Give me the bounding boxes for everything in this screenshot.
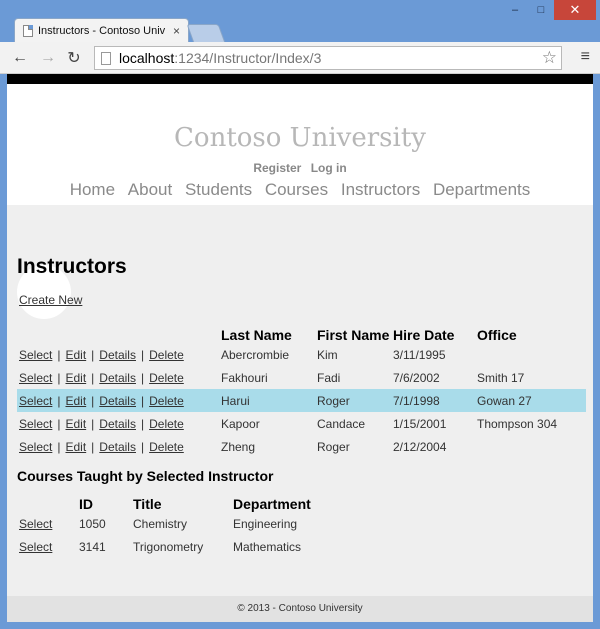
courses-header-row [17, 490, 343, 512]
table-row [17, 366, 586, 389]
url-host: localhost [119, 50, 175, 66]
course-select-link[interactable]: Select [19, 539, 53, 554]
cell-hire-date: 7/6/2002 [393, 370, 440, 385]
action-separator: | [140, 393, 145, 408]
action-separator: | [91, 393, 95, 408]
details-link[interactable]: Details [99, 370, 136, 385]
menu-about[interactable]: About [127, 180, 173, 199]
site-title[interactable]: Contoso University [174, 123, 426, 153]
course-select-link[interactable]: Select [19, 516, 53, 531]
header-course-id: ID [79, 496, 93, 512]
top-bar [7, 74, 593, 84]
action-separator: | [91, 370, 95, 385]
menu-instructors[interactable]: Instructors [340, 180, 421, 199]
browser-tab[interactable] [14, 18, 189, 42]
select-link[interactable]: Select [19, 370, 53, 385]
details-link[interactable]: Details [99, 347, 136, 362]
minimize-button[interactable]: – [511, 4, 519, 16]
cell-first-name: Fadi [317, 370, 341, 385]
site-header [7, 84, 593, 205]
cell-office: Gowan 27 [477, 389, 586, 412]
action-separator: | [91, 347, 95, 362]
course-actions [17, 535, 79, 558]
menu-home[interactable]: Home [69, 180, 116, 199]
delete-link[interactable]: Delete [149, 370, 184, 385]
address-bar[interactable] [94, 46, 562, 70]
menu-departments[interactable]: Departments [432, 180, 531, 199]
bookmark-star-icon[interactable]: ☆ [541, 48, 557, 67]
course-actions [17, 512, 79, 535]
select-link[interactable]: Select [19, 439, 53, 454]
create-new-link[interactable]: Create New [19, 293, 83, 307]
action-separator: | [57, 416, 61, 431]
cell-course-department: Mathematics [233, 539, 302, 554]
login-link[interactable]: Log in [310, 161, 347, 175]
action-separator: | [140, 370, 145, 385]
edit-link[interactable]: Edit [65, 370, 87, 385]
header-office: Office [477, 327, 517, 343]
cell-first-name: Kim [317, 347, 338, 362]
row-actions [17, 412, 221, 435]
edit-link[interactable]: Edit [65, 439, 87, 454]
document-icon [101, 52, 111, 65]
action-separator: | [140, 416, 145, 431]
cell-first-name: Roger [317, 439, 350, 454]
table-row [17, 343, 586, 366]
instructors-table [17, 321, 586, 458]
row-actions [17, 389, 221, 412]
delete-link[interactable]: Delete [149, 393, 184, 408]
details-link[interactable]: Details [99, 416, 136, 431]
select-link[interactable]: Select [19, 416, 53, 431]
tab-title: Instructors - Contoso Univ [38, 24, 166, 37]
header-actions [17, 321, 221, 343]
table-row [17, 389, 586, 412]
cell-course-title: Trigonometry [133, 539, 204, 554]
cell-office [477, 343, 586, 366]
header-course-title: Title [133, 496, 162, 512]
page-title: Instructors [17, 255, 127, 278]
action-separator: | [57, 370, 61, 385]
cell-last-name: Zheng [221, 439, 256, 454]
register-link[interactable]: Register [253, 161, 302, 175]
cell-office: Thompson 304 [477, 416, 558, 431]
cell-last-name: Abercrombie [221, 347, 290, 362]
window-controls [502, 0, 596, 20]
header-last-name: Last Name [221, 327, 292, 343]
action-separator: | [91, 416, 95, 431]
cell-first-name: Roger [317, 389, 393, 412]
table-row [17, 512, 343, 535]
edit-link[interactable]: Edit [65, 416, 87, 431]
action-separator: | [57, 347, 61, 362]
action-separator: | [140, 347, 145, 362]
cell-last-name: Fakhouri [221, 370, 268, 385]
select-link[interactable]: Select [19, 393, 53, 408]
table-row [17, 412, 586, 435]
action-separator: | [140, 439, 145, 454]
cell-hire-date: 3/11/1995 [393, 347, 446, 362]
back-icon[interactable]: ← [12, 49, 28, 66]
cell-course-title: Chemistry [133, 516, 188, 531]
action-separator: | [57, 393, 61, 408]
cell-office [477, 435, 586, 458]
login-links [7, 161, 593, 175]
delete-link[interactable]: Delete [149, 439, 184, 454]
cell-hire-date: 2/12/2004 [393, 439, 447, 454]
cell-course-id: 3141 [79, 539, 106, 554]
browser-toolbar [0, 42, 600, 74]
edit-link[interactable]: Edit [65, 393, 87, 408]
instructors-header-row [17, 321, 586, 343]
table-row [17, 435, 586, 458]
maximize-button[interactable]: □ [537, 4, 545, 16]
header-course-department: Department [233, 496, 311, 512]
close-button[interactable]: ✕ [554, 0, 596, 20]
header-hire-date: Hire Date [393, 327, 455, 343]
cell-course-id: 1050 [79, 516, 106, 531]
select-link[interactable]: Select [19, 347, 53, 362]
cell-hire-date: 7/1/1998 [393, 389, 477, 412]
page-icon [23, 25, 33, 37]
new-tab-button[interactable] [187, 24, 226, 43]
row-actions [17, 343, 221, 366]
web-page [7, 74, 593, 622]
tab-close-icon[interactable]: × [172, 23, 180, 38]
action-separator: | [91, 439, 95, 454]
header-first-name: First Name [317, 327, 390, 343]
cell-last-name: Kapoor [221, 416, 260, 431]
footer: © 2013 - Contoso University [7, 596, 593, 622]
url-path: :1234/Instructor/Index/3 [174, 50, 322, 66]
details-link[interactable]: Details [99, 439, 136, 454]
cell-course-department: Engineering [233, 516, 298, 531]
edit-link[interactable]: Edit [65, 347, 87, 362]
cell-office: Smith 17 [477, 370, 525, 385]
cell-last-name: Harui [221, 389, 317, 412]
reload-icon[interactable]: ↻ [67, 50, 81, 67]
main-menu [7, 180, 593, 200]
cell-hire-date: 1/15/2001 [393, 416, 447, 431]
courses-table [17, 490, 343, 558]
details-link[interactable]: Details [99, 393, 136, 408]
row-actions [17, 366, 221, 389]
row-actions [17, 435, 221, 458]
action-separator: | [57, 439, 61, 454]
delete-link[interactable]: Delete [149, 347, 184, 362]
browser-menu-icon[interactable]: ≡ [580, 48, 590, 65]
menu-students[interactable]: Students [184, 180, 253, 199]
forward-icon[interactable]: → [40, 49, 56, 66]
courses-heading: Courses Taught by Selected Instructor [17, 468, 274, 484]
menu-courses[interactable]: Courses [264, 180, 329, 199]
header-course-actions [17, 490, 79, 512]
table-row [17, 535, 343, 558]
cell-first-name: Candace [317, 416, 366, 431]
delete-link[interactable]: Delete [149, 416, 184, 431]
